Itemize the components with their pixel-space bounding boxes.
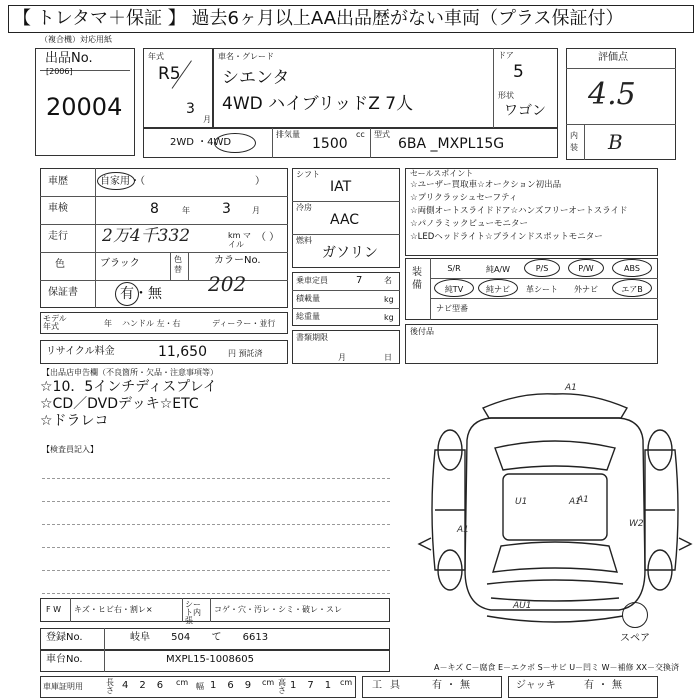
jack-label: ジャッキ: [516, 680, 556, 691]
color-label: 色: [55, 259, 65, 270]
registration-label: 登録No.: [46, 632, 83, 643]
equipment-label: 装備: [412, 267, 422, 291]
equip-airbag-circle: [612, 279, 652, 297]
mark-front-bumper: AU1: [513, 601, 532, 611]
tools-label: 工具: [372, 680, 408, 691]
equip-abs: ABS: [624, 264, 640, 273]
year-era: R5: [158, 64, 181, 84]
chassis-label: 車台No.: [46, 654, 83, 665]
displacement-label: 排気量: [276, 130, 300, 139]
capacity-label: 乗車定員: [296, 276, 328, 285]
capacity-unit: 名: [384, 276, 392, 285]
displacement-value: 1500: [312, 136, 348, 152]
seat-label: シート内張: [185, 600, 201, 625]
exhibitor-note-3: ☆ドラレコ: [40, 413, 109, 429]
equip-airbag: エアB: [621, 285, 643, 294]
gross-unit: kg: [384, 313, 394, 322]
height-value: 171: [290, 680, 343, 691]
spare-tire-icon: [622, 602, 648, 628]
sales-point-5: ☆LEDヘッドライト☆ブラインドスポットモニター: [410, 232, 603, 242]
history-value: 自家用・（: [100, 176, 145, 187]
aircon-value: AAC: [330, 212, 360, 228]
equip-pw-circle: [568, 259, 604, 277]
certificate-label: 車庫証明用: [43, 682, 83, 691]
load-unit: kg: [384, 295, 394, 304]
equip-tv: 純TV: [444, 285, 464, 294]
mileage-unit: km マイル: [228, 231, 251, 249]
history-close: ）: [255, 176, 265, 187]
history-circle: [97, 172, 135, 190]
inspector-notes-label: 【検査員記入】: [42, 445, 98, 454]
fw-label: F W: [46, 605, 62, 614]
lot-number: 20004: [46, 93, 123, 121]
drive-4wd-circle: [214, 133, 256, 153]
length-label: 長さ: [106, 678, 114, 695]
interior-value: B: [608, 130, 623, 154]
mark-right-door: A1: [577, 495, 589, 505]
name-label: 車名・グレード: [218, 52, 274, 61]
model-year-handle: ハンドル 左・右: [122, 319, 181, 328]
doors-label: ドア: [498, 51, 514, 60]
lot-year-tag: [2006]: [46, 67, 73, 76]
fuel-label: 燃料: [296, 236, 312, 245]
mark-left-door: A1: [457, 525, 469, 535]
equip-pw: P/W: [578, 264, 594, 273]
chassis-value: MXPL15-1008605: [166, 654, 254, 665]
mileage-tail: （ ）: [256, 232, 280, 243]
recycle-value: 11,650: [158, 344, 207, 360]
load-label: 積載量: [296, 294, 320, 303]
color-change-label: 色替: [174, 255, 182, 274]
exhibitor-notes-label: 【出品店申告欄（不良箇所・欠品・注意事項等）: [42, 368, 218, 377]
year-month: 3: [186, 101, 195, 117]
equip-navi: 純ナビ: [486, 285, 510, 294]
year-month-suffix: 月: [203, 115, 211, 124]
sales-point-4: ☆パノラミックビューモニター: [410, 219, 528, 229]
aircon-label: 冷房: [296, 203, 312, 212]
top-note: （複合機）対応用紙: [40, 35, 112, 44]
color-value: ブラック: [100, 258, 140, 269]
equip-ext-navi: 外ナビ: [574, 285, 598, 294]
displacement-unit: cc: [356, 130, 365, 139]
doc-period-label: 書類期限: [296, 333, 328, 342]
lot-label: 出品No.: [45, 51, 93, 66]
mark-roof: U1: [515, 497, 528, 507]
sales-point-1: ☆ユーザー買取車☆オークション初出品: [410, 180, 562, 190]
shift-value: IAT: [330, 179, 352, 195]
seat-items: コゲ・穴・汚レ・シミ・破レ・スレ: [214, 605, 342, 614]
aftermarket-label: 後付品: [410, 327, 434, 336]
mileage-value: 2万4千332: [102, 226, 191, 246]
score-value: 4.5: [588, 77, 636, 112]
capacity-value: 7: [356, 275, 363, 286]
inspection-label: 車検: [48, 203, 68, 214]
sales-point-2: ☆プリクラッシュセーフティ: [410, 193, 518, 203]
equip-ps: P/S: [535, 264, 549, 273]
model-year-label: モデル年式: [43, 314, 67, 331]
warranty-circle: [115, 282, 139, 306]
navi-model-label: ナビ型番: [436, 304, 468, 313]
mileage-label: 走行: [48, 231, 68, 242]
aftermarket-box: [405, 324, 658, 364]
equip-alloy: 純A/W: [485, 265, 511, 274]
registration-value: 岐阜 504 て 6613: [130, 632, 269, 643]
inspection-month-unit: 月: [252, 206, 260, 215]
exhibitor-note-2: ☆CD／DVDデッキ☆ETC: [40, 396, 199, 412]
equip-abs-circle: [612, 259, 652, 277]
color-code-label: カラーNo.: [214, 255, 261, 266]
interior-label: 内装: [570, 131, 578, 152]
height-label: 高さ: [278, 678, 286, 695]
equip-tv-circle: [434, 279, 474, 297]
damage-legend: A－キズ C－腐食 E－エクボ S－サビ U－凹ミ W－補修 XX－交換済: [434, 663, 680, 672]
height-unit: cm: [340, 678, 353, 687]
color-code-value: 202: [208, 272, 247, 296]
equip-leather: 革シート: [526, 285, 558, 294]
mark-roof-right: A1: [569, 497, 581, 507]
model-year-unit: 年: [104, 319, 112, 328]
score-label: 評価点: [598, 52, 628, 63]
width-label: 幅: [196, 682, 204, 691]
car-damage-diagram: [395, 370, 695, 640]
fw-items: キズ・ヒビ右・割レ×: [74, 605, 153, 614]
gross-label: 総重量: [296, 312, 320, 321]
equip-ps-circle: [524, 259, 560, 277]
doors-value: 5: [513, 62, 524, 82]
length-unit: cm: [176, 678, 189, 687]
model-year-dealer: ディーラー・並行: [212, 319, 276, 328]
banner-title: 【 トレタマ＋保証 】 過去6ヶ月以上AA出品歴がない車両（プラス保証付）: [8, 5, 694, 33]
shape-label: 形状: [498, 91, 514, 100]
exhibitor-note-1: ☆10．5インチディスプレイ: [40, 379, 217, 395]
equip-navi-circle: [478, 279, 518, 297]
doc-period-month: 月: [338, 353, 346, 362]
warranty-value: 有・無: [120, 286, 162, 302]
spare-label: スペア: [620, 633, 650, 644]
car-grade: 4WD ハイブリッドZ 7人: [222, 94, 414, 114]
recycle-label: リサイクル料金: [46, 346, 115, 357]
inspection-year-unit: 年: [182, 206, 190, 215]
doc-period-day: 日: [384, 353, 392, 362]
equip-sr: S/R: [447, 264, 461, 273]
model-code-value: 6BA _MXPL15G: [398, 136, 505, 152]
inspection-month: 3: [222, 201, 231, 217]
model-code-label: 型式: [374, 130, 390, 139]
length-value: 426: [122, 680, 175, 691]
inspection-year: 8: [150, 201, 159, 217]
jack-value: 有・無: [584, 680, 626, 691]
mark-right-fender: W2: [629, 519, 644, 529]
shift-label: シフト: [296, 170, 320, 179]
sales-points-label: セールスポイント: [410, 169, 474, 178]
width-unit: cm: [262, 678, 275, 687]
shape-value: ワゴン: [504, 103, 546, 119]
history-label: 車歴: [48, 176, 68, 187]
car-model: シエンタ: [222, 68, 290, 88]
warranty-label: 保証書: [48, 287, 78, 298]
width-value: 169: [210, 680, 263, 691]
tools-value: 有・無: [432, 680, 474, 691]
fuel-value: ガソリン: [322, 245, 378, 261]
recycle-unit: 円 預託済: [228, 349, 263, 358]
mark-rear-spoiler: A1: [565, 383, 577, 393]
drive-options: 2WD ・4WD: [170, 137, 232, 148]
sales-point-3: ☆両側オートスライドドア☆ハンズフリーオートスライド: [410, 206, 628, 216]
year-label: 年式: [148, 52, 164, 61]
